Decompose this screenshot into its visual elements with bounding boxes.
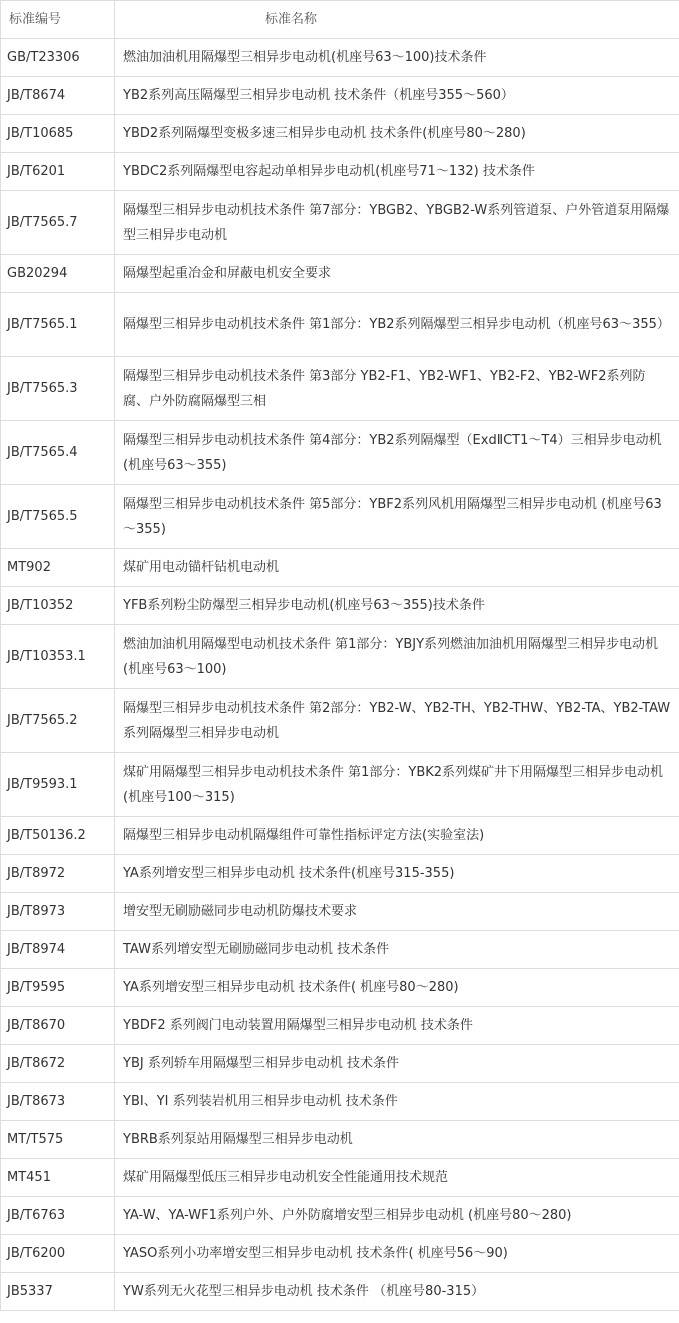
standard-code: JB5337	[1, 1273, 115, 1311]
table-row	[1, 1045, 679, 1083]
standard-name: YBDC2系列隔爆型电容起动单相异步电动机(机座号71～132) 技术条件	[115, 153, 679, 191]
standard-code: JB/T9593.1	[1, 753, 115, 817]
standard-code: JB/T7565.1	[1, 293, 115, 357]
table-row	[1, 115, 679, 153]
standard-code: JB/T8673	[1, 1083, 115, 1121]
standard-name: 隔爆型三相异步电动机技术条件 第4部分：YB2系列隔爆型（ExdⅡCT1～T4）三相异步电动机 (机座号63～355)	[115, 421, 679, 485]
standard-code: JB/T9595	[1, 969, 115, 1007]
standard-code: JB/T7565.5	[1, 485, 115, 549]
table-row	[1, 549, 679, 587]
standard-code: JB/T10353.1	[1, 625, 115, 689]
table-row	[1, 1007, 679, 1045]
standard-name: 隔爆型起重冶金和屏蔽电机安全要求	[115, 255, 679, 293]
standard-name: YFB系列粉尘防爆型三相异步电动机(机座号63～355)技术条件	[115, 587, 679, 625]
standard-code: JB/T8973	[1, 893, 115, 931]
standard-code: MT902	[1, 549, 115, 587]
table-row	[1, 357, 679, 421]
table-row	[1, 1083, 679, 1121]
standard-name: YA系列增安型三相异步电动机 技术条件( 机座号80～280)	[115, 969, 679, 1007]
standard-name: 隔爆型三相异步电动机技术条件 第7部分：YBGB2、YBGB2-W系列管道泵、户外管道泵用隔爆型三相异步电动机	[115, 191, 679, 255]
standard-code: JB/T8972	[1, 855, 115, 893]
table-row	[1, 625, 679, 689]
table-row	[1, 969, 679, 1007]
table-row	[1, 817, 679, 855]
table-row	[1, 1197, 679, 1235]
standard-name: YA系列增安型三相异步电动机 技术条件(机座号315-355)	[115, 855, 679, 893]
standard-code: JB/T8670	[1, 1007, 115, 1045]
standard-code: JB/T8974	[1, 931, 115, 969]
standard-name: YBDF2 系列阀门电动装置用隔爆型三相异步电动机 技术条件	[115, 1007, 679, 1045]
table-row	[1, 1121, 679, 1159]
standard-name: 增安型无刷励磁同步电动机防爆技术要求	[115, 893, 679, 931]
standard-name: YBJ 系列轿车用隔爆型三相异步电动机 技术条件	[115, 1045, 679, 1083]
standard-name: 隔爆型三相异步电动机技术条件 第1部分：YB2系列隔爆型三相异步电动机（机座号63～355）	[115, 293, 679, 357]
standard-code: JB/T7565.2	[1, 689, 115, 753]
standard-name: YBD2系列隔爆型变极多速三相异步电动机 技术条件(机座号80～280)	[115, 115, 679, 153]
standard-name: 隔爆型三相异步电动机技术条件 第3部分 YB2-F1、YB2-WF1、YB2-F2、YB2-WF2系列防腐、户外防腐隔爆型三相	[115, 357, 679, 421]
standard-code: JB/T7565.3	[1, 357, 115, 421]
standard-name: YB2系列高压隔爆型三相异步电动机 技术条件（机座号355～560）	[115, 77, 679, 115]
standard-code: JB/T8672	[1, 1045, 115, 1083]
header-name: 标准名称	[115, 1, 679, 39]
standard-code: JB/T6763	[1, 1197, 115, 1235]
header-code: 标准编号	[1, 1, 115, 39]
table-row	[1, 485, 679, 549]
table-row	[1, 39, 679, 77]
standard-name: 燃油加油机用隔爆型三相异步电动机(机座号63～100)技术条件	[115, 39, 679, 77]
standard-name: TAW系列增安型无刷励磁同步电动机 技术条件	[115, 931, 679, 969]
table-row	[1, 191, 679, 255]
table-row	[1, 587, 679, 625]
table-row	[1, 931, 679, 969]
table-row	[1, 1273, 679, 1311]
standard-code: JB/T8674	[1, 77, 115, 115]
table-row	[1, 255, 679, 293]
standard-code: JB/T50136.2	[1, 817, 115, 855]
standard-name: YASO系列小功率增安型三相异步电动机 技术条件( 机座号56～90)	[115, 1235, 679, 1273]
header-row	[1, 1, 679, 39]
standard-name: YBI、YI 系列装岩机用三相异步电动机 技术条件	[115, 1083, 679, 1121]
standard-name: YBRB系列泵站用隔爆型三相异步电动机	[115, 1121, 679, 1159]
standard-code: JB/T10685	[1, 115, 115, 153]
standard-name: YA-W、YA-WF1系列户外、户外防腐增安型三相异步电动机 (机座号80～280)	[115, 1197, 679, 1235]
table-row	[1, 1159, 679, 1197]
standard-code: JB/T6200	[1, 1235, 115, 1273]
standard-code: JB/T7565.4	[1, 421, 115, 485]
standard-code: JB/T7565.7	[1, 191, 115, 255]
standard-code: MT451	[1, 1159, 115, 1197]
standard-name: 隔爆型三相异步电动机隔爆组件可靠性指标评定方法(实验室法)	[115, 817, 679, 855]
standard-code: GB20294	[1, 255, 115, 293]
table-row	[1, 753, 679, 817]
table-row	[1, 153, 679, 191]
table-row	[1, 293, 679, 357]
standard-code: JB/T10352	[1, 587, 115, 625]
standard-code: GB/T23306	[1, 39, 115, 77]
standard-name: 燃油加油机用隔爆型电动机技术条件 第1部分：YBJY系列燃油加油机用隔爆型三相异步电动机(机座号63～100)	[115, 625, 679, 689]
standard-name: 煤矿用隔爆型低压三相异步电动机安全性能通用技术规范	[115, 1159, 679, 1197]
table-row	[1, 689, 679, 753]
table-row	[1, 855, 679, 893]
table-row	[1, 893, 679, 931]
standard-code: MT/T575	[1, 1121, 115, 1159]
standard-code: JB/T6201	[1, 153, 115, 191]
table-row	[1, 77, 679, 115]
standard-name: 隔爆型三相异步电动机技术条件 第5部分：YBF2系列风机用隔爆型三相异步电动机 (机座号63～355)	[115, 485, 679, 549]
standard-name: YW系列无火花型三相异步电动机 技术条件 （机座号80-315）	[115, 1273, 679, 1311]
table-row	[1, 1235, 679, 1273]
standard-name: 煤矿用隔爆型三相异步电动机技术条件 第1部分：YBK2系列煤矿井下用隔爆型三相异步电动机(机座号100～315)	[115, 753, 679, 817]
table-row	[1, 421, 679, 485]
standard-name: 煤矿用电动锚杆钻机电动机	[115, 549, 679, 587]
standard-name: 隔爆型三相异步电动机技术条件 第2部分：YB2-W、YB2-TH、YB2-THW、YB2-TA、YB2-TAW系列隔爆型三相异步电动机	[115, 689, 679, 753]
